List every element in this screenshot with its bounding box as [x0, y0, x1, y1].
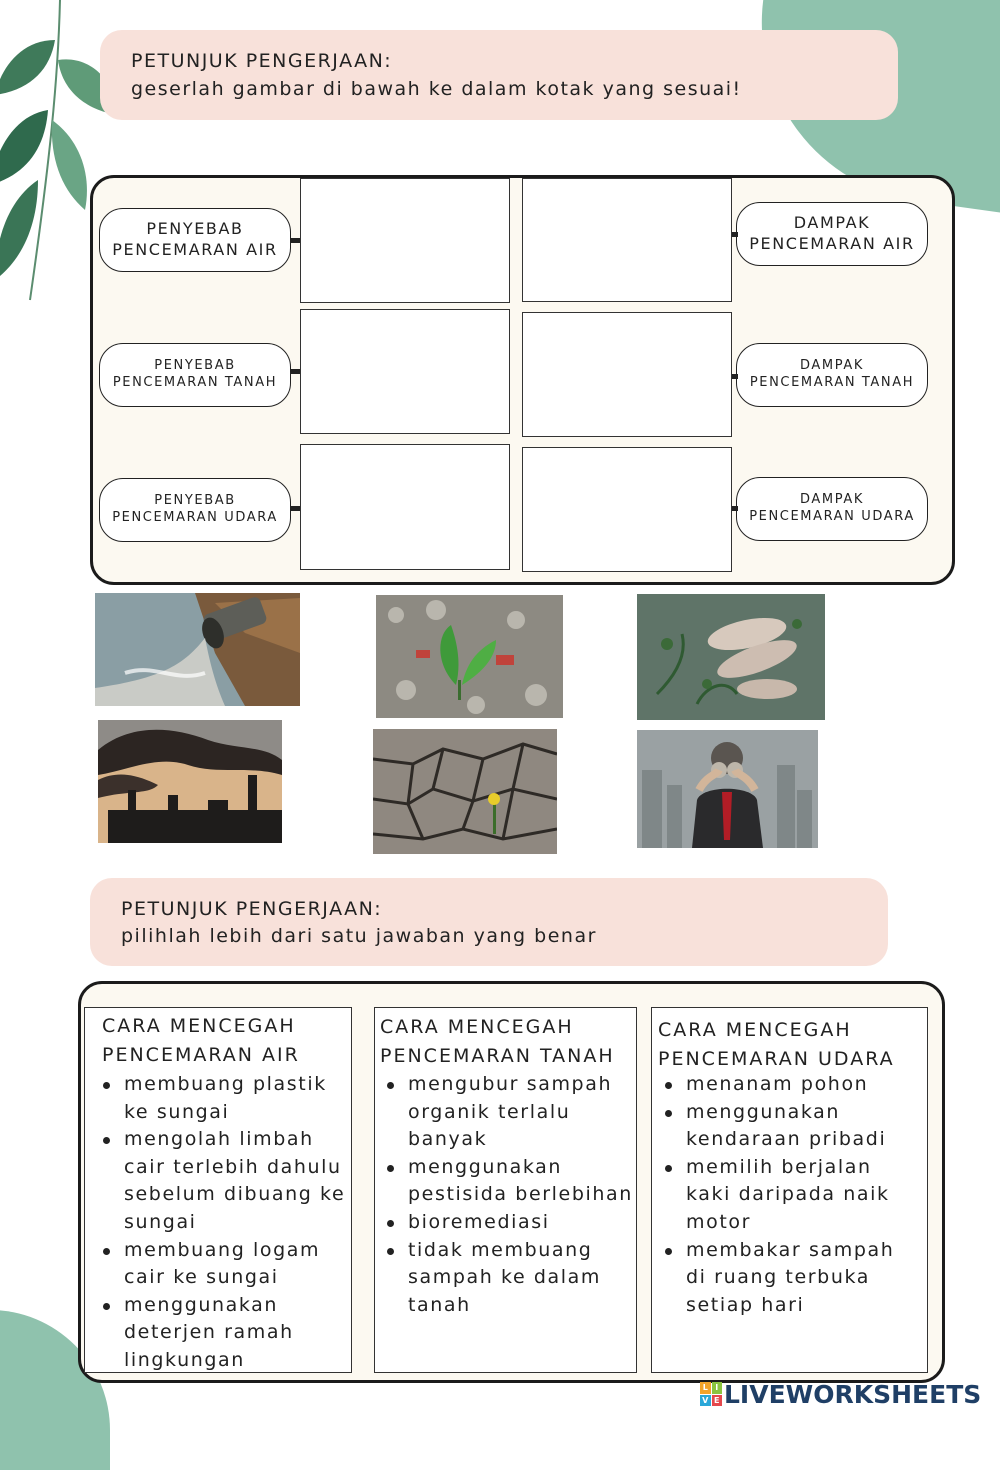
column-heading: CARA MENCEGAH PENCEMARAN UDARA	[658, 1019, 895, 1070]
choice-item[interactable]: membuang logam cair ke sungai	[101, 1237, 351, 1292]
choice-item[interactable]: memilih berjalan kaki daripada naik motor	[663, 1154, 913, 1237]
choice-item[interactable]: menggunakan pestisida berlebihan	[385, 1154, 633, 1209]
drop-box-dampak-udara[interactable]	[522, 447, 732, 572]
choice-item[interactable]: menanam pohon	[663, 1071, 913, 1099]
choice-item[interactable]: tidak membuang sampah ke dalam tanah	[385, 1237, 633, 1320]
sewage-pipe-photo[interactable]	[95, 593, 300, 706]
label-dampak-air: DAMPAK PENCEMARAN AIR	[736, 202, 928, 266]
gas-mask-city-photo[interactable]	[637, 730, 818, 848]
column-pencemaran-udara	[651, 1007, 928, 1373]
instruction-text: pilihlah lebih dari satu jawaban yang benar	[121, 925, 597, 947]
choice-list	[101, 1071, 351, 1375]
choice-item[interactable]: menggunakan kendaraan pribadi	[663, 1099, 913, 1154]
choice-item[interactable]: mengolah limbah cair terlebih dahulu sebelum dibuang ke sungai	[101, 1126, 351, 1236]
factory-smoke-photo[interactable]	[98, 720, 282, 843]
label-dampak-tanah: DAMPAK PENCEMARAN TANAH	[736, 343, 928, 407]
label-penyebab-tanah: PENYEBAB PENCEMARAN TANAH	[99, 343, 291, 407]
column-pencemaran-air	[84, 1007, 352, 1373]
connector	[291, 369, 300, 374]
drop-box-penyebab-tanah[interactable]	[300, 309, 510, 434]
connector	[291, 238, 300, 243]
choice-item[interactable]: mengubur sampah organik terlalu banyak	[385, 1071, 633, 1154]
choice-list	[385, 1071, 633, 1319]
instruction-box	[100, 30, 898, 120]
liveworksheets-logo	[700, 1380, 981, 1408]
instruction-title: PETUNJUK PENGERJAAN:	[121, 898, 383, 920]
choice-item[interactable]: membakar sampah di ruang terbuka setiap hari	[663, 1237, 913, 1320]
drop-box-penyebab-udara[interactable]	[300, 444, 510, 570]
instruction-text: geserlah gambar di bawah ke dalam kotak yang sesuai!	[131, 78, 742, 100]
label-penyebab-udara: PENYEBAB PENCEMARAN UDARA	[99, 478, 291, 542]
instruction-title: PETUNJUK PENGERJAAN:	[131, 50, 393, 72]
logo-text: LIVEWORKSHEETS	[724, 1379, 982, 1409]
drop-box-dampak-air[interactable]	[522, 178, 732, 302]
choice-list	[663, 1071, 913, 1319]
cracked-soil-photo[interactable]	[373, 729, 557, 854]
instruction-box	[90, 878, 888, 966]
choice-item[interactable]: menggunakan deterjen ramah lingkungan	[101, 1292, 351, 1375]
label-dampak-udara: DAMPAK PENCEMARAN UDARA	[736, 477, 928, 541]
logo-mark-icon: L I V E	[700, 1382, 722, 1406]
column-heading: CARA MENCEGAH PENCEMARAN TANAH	[380, 1016, 615, 1067]
choice-item[interactable]: membuang plastik ke sungai	[101, 1071, 351, 1126]
plastic-waste-sprout-photo[interactable]	[376, 595, 563, 718]
dead-fish-photo[interactable]	[637, 594, 825, 720]
connector	[291, 506, 300, 511]
choice-item[interactable]: bioremediasi	[385, 1209, 633, 1237]
drop-box-dampak-tanah[interactable]	[522, 312, 732, 437]
drop-box-penyebab-air[interactable]	[300, 178, 510, 303]
label-penyebab-air: PENYEBAB PENCEMARAN AIR	[99, 208, 291, 272]
column-heading: CARA MENCEGAH PENCEMARAN AIR	[102, 1015, 300, 1066]
column-pencemaran-tanah	[374, 1007, 637, 1373]
